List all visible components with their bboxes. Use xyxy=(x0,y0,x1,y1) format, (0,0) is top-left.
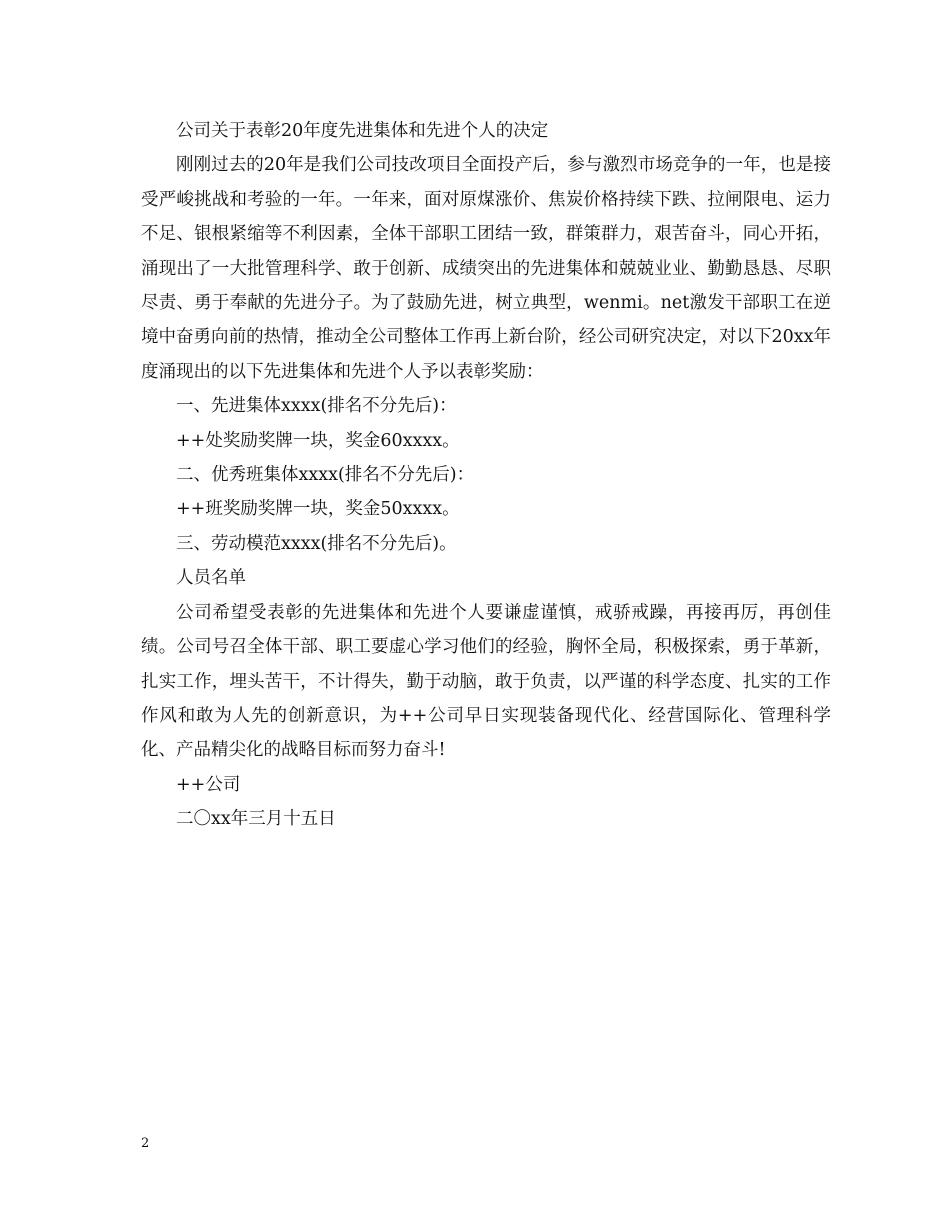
award-section-heading-3: 三、劳动模范xxxx(排名不分先后)。 xyxy=(176,533,457,554)
personnel-list-label: 人员名单 xyxy=(176,568,246,589)
award-section-heading-1: 一、先进集体xxxx(排名不分先后)： xyxy=(176,396,457,417)
page-number: 2 xyxy=(141,1136,150,1151)
award-detail-1: ++处奖励奖牌一块，奖金60xxxx。 xyxy=(176,430,460,451)
award-detail-2: ++班奖励奖牌一块，奖金50xxxx。 xyxy=(176,499,460,520)
signature-company: ++公司 xyxy=(176,774,241,795)
award-section-heading-2: 二、优秀班集体xxxx(排名不分先后)： xyxy=(176,465,475,486)
body-paragraph-intro: 刚刚过去的20年是我们公司技改项目全面投产后，参与激烈市场竞争的一年，也是接受严峻挑战和考验的一年。一年来，面对原煤涨价、焦炭价格持续下跌、拉闸限电、运力不足、银根紧缩等不利因素，全体干部职工团结一致，群策群力，艰苦奋斗，同心开拓，涌现出了一大批管理科学、敢于创新、成绩突出的先进集体和兢兢业业、勤勤恳恳、尽职尽责、勇于奉献的先进分子。为了鼓励先进，树立典型，wenmi。net激发干部职工在逆境中奋勇向前的热情，推动全公司整体工作再上新台阶，经公司研究决定，对以下20xx年度涌现出的以下先进集体和先进个人予以表彰奖励： xyxy=(141,155,831,382)
signature-date: 二〇xx年三月十五日 xyxy=(176,809,336,830)
body-paragraph-closing: 公司希望受表彰的先进集体和先进个人要谦虚谨慎，戒骄戒躁，再接再厉，再创佳绩。公司号召全体干部、职工要虚心学习他们的经验，胸怀全局，积极探索，勇于革新，扎实工作，埋头苦干，不计得失，勤于动脑，敢于负责，以严谨的科学态度、扎实的工作作风和敢为人先的创新意识，为++公司早日实现装备现代化、经营国际化、管理科学化、产品精尖化的战略目标而努力奋斗! xyxy=(141,602,831,761)
document-body xyxy=(141,114,831,837)
document-title: 公司关于表彰20年度先进集体和先进个人的决定 xyxy=(176,121,549,141)
